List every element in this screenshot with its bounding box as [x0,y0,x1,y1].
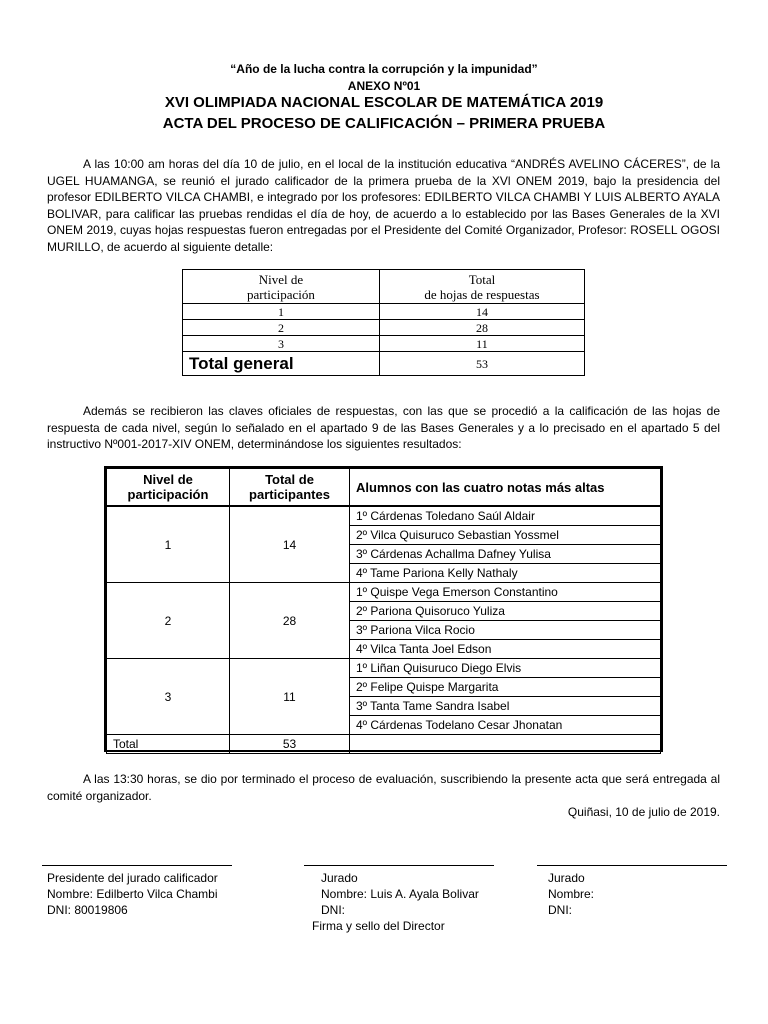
director-seal-note: Firma y sello del Director [312,919,445,933]
signature-line-jury1 [304,865,494,866]
total-row [183,352,585,376]
closing-paragraph [47,771,720,804]
opening-paragraph [47,156,720,256]
opening-paragraph-text: A las 10:00 am horas del día 10 de julio, en el local de la institución educativa “ANDRÉS AVELINO CÁCERES”, de la UGEL HUAMANGA, se reunió el jurado calificador de la primera prueba de la XVl ONEM 2019, bajo la presidencia del profesor EDILBERTO VILCA CHAMBI, e integrado por los profesores: EDILBERTO VILCA CHAMBI Y LUIS ALBERTO AYALA BOLIVAR, para calificar las pruebas rendidas el día de hoy, de acuerdo a lo establecido por las Bases Generales de la XVI ONEM 2019, cuyas hojas respuestas fueron entregadas por el Presidente del Comité Organizador, Profesor: ROSELL OGOSI MURILLO, de acuerdo al siguiente detalle: [47,157,720,254]
signature-role: Jurado [321,871,358,885]
signature-dni: DNI: [548,903,572,917]
total-cell: 11 [379,336,584,352]
signature-role: Presidente del jurado calificador [47,871,218,885]
total-general-label: Total general [183,352,380,376]
header-motto: “Año de la lucha contra la corrupción y la impunidad” [230,62,538,76]
table-row [183,336,585,352]
student-cell: 4º Vilca Tanta Joel Edson [350,640,661,659]
participants-column-header: Total de participantes [230,469,350,507]
table-row [107,659,661,678]
table-row [107,583,661,602]
total-row [107,735,661,754]
level-column-header: Nivel de participación [183,270,380,304]
signature-name: Nombre: Luis A. Ayala Bolivar [321,887,479,901]
signature-block-president [47,870,218,918]
closing-paragraph-text: A las 13:30 horas, se dio por terminado el proceso de evaluación, suscribiendo la presente acta que será entregada al comité organizador. [47,772,720,803]
student-cell: 2º Pariona Quisoruco Yuliza [350,602,661,621]
student-cell: 4º Cárdenas Todelano Cesar Jhonatan [350,716,661,735]
results-paragraph [47,403,720,453]
participants-cell: 14 [230,506,350,583]
results-header-row [107,469,661,507]
top-students-column-header: Alumnos con las cuatro notas más altas [350,469,661,507]
signature-name: Nombre: [548,887,595,901]
participants-cell: 28 [230,583,350,659]
student-cell: 3º Pariona Vilca Rocio [350,621,661,640]
results-table [106,468,661,754]
student-cell: 2º Felipe Quispe Margarita [350,678,661,697]
annex-label: ANEXO Nº01 [347,79,421,93]
student-cell: 4º Tame Pariona Kelly Nathaly [350,564,661,583]
level-cell: 3 [107,659,230,735]
level-cell: 2 [183,320,380,336]
table-row [183,304,585,320]
total-cell: 14 [379,304,584,320]
signature-block-jury2 [548,870,594,918]
answer-sheets-table [182,269,585,376]
signature-role: Jurado [548,871,585,885]
student-cell: 1º Cárdenas Toledano Saúl Aldair [350,506,661,526]
total-sheets-column-header: Total de hojas de respuestas [379,270,584,304]
place-date: Quiñasi, 10 de julio de 2019. [567,805,720,819]
total-cell: 28 [379,320,584,336]
level-cell: 1 [183,304,380,320]
signature-line-jury2 [537,865,727,866]
document-title: XVI OLIMPIADA NACIONAL ESCOLAR DE MATEMÁTICA 2019 [164,94,604,111]
total-value: 53 [230,735,350,754]
student-cell: 1º Liñan Quisuruco Diego Elvis [350,659,661,678]
level-cell: 2 [107,583,230,659]
signature-dni: DNI: [321,903,345,917]
student-cell: 2º Vilca Quisuruco Sebastian Yossmel [350,526,661,545]
participants-cell: 11 [230,659,350,735]
results-table-frame [104,466,663,752]
level-cell: 3 [183,336,380,352]
table-header-row [183,270,585,304]
level-column-header: Nivel de participación [107,469,230,507]
signature-line-president [42,865,232,866]
total-general-value: 53 [379,352,584,376]
level-cell: 1 [107,506,230,583]
signature-block-jury1 [312,870,479,934]
results-paragraph-text: Además se recibieron las claves oficiales de respuestas, con las que se procedió a la calificación de las hojas de respuesta de cada nivel, según lo señalado en el apartado 9 de las Bases Generales y a lo precisado en el apartado 5 del instructivo Nº001-2017-XIV ONEM, determinándose los siguientes resultados: [47,404,720,452]
signature-dni: DNI: 80019806 [47,903,128,917]
student-cell: 3º Cárdenas Achallma Dafney Yulisa [350,545,661,564]
signature-name: Nombre: Edilberto Vilca Chambi [47,887,218,901]
empty-cell [350,735,661,754]
total-label: Total [107,735,230,754]
table-row [183,320,585,336]
student-cell: 1º Quispe Vega Emerson Constantino [350,583,661,602]
document-subtitle: ACTA DEL PROCESO DE CALIFICACIÓN – PRIMERA PRUEBA [162,115,606,132]
student-cell: 3º Tanta Tame Sandra Isabel [350,697,661,716]
table-row [107,506,661,526]
